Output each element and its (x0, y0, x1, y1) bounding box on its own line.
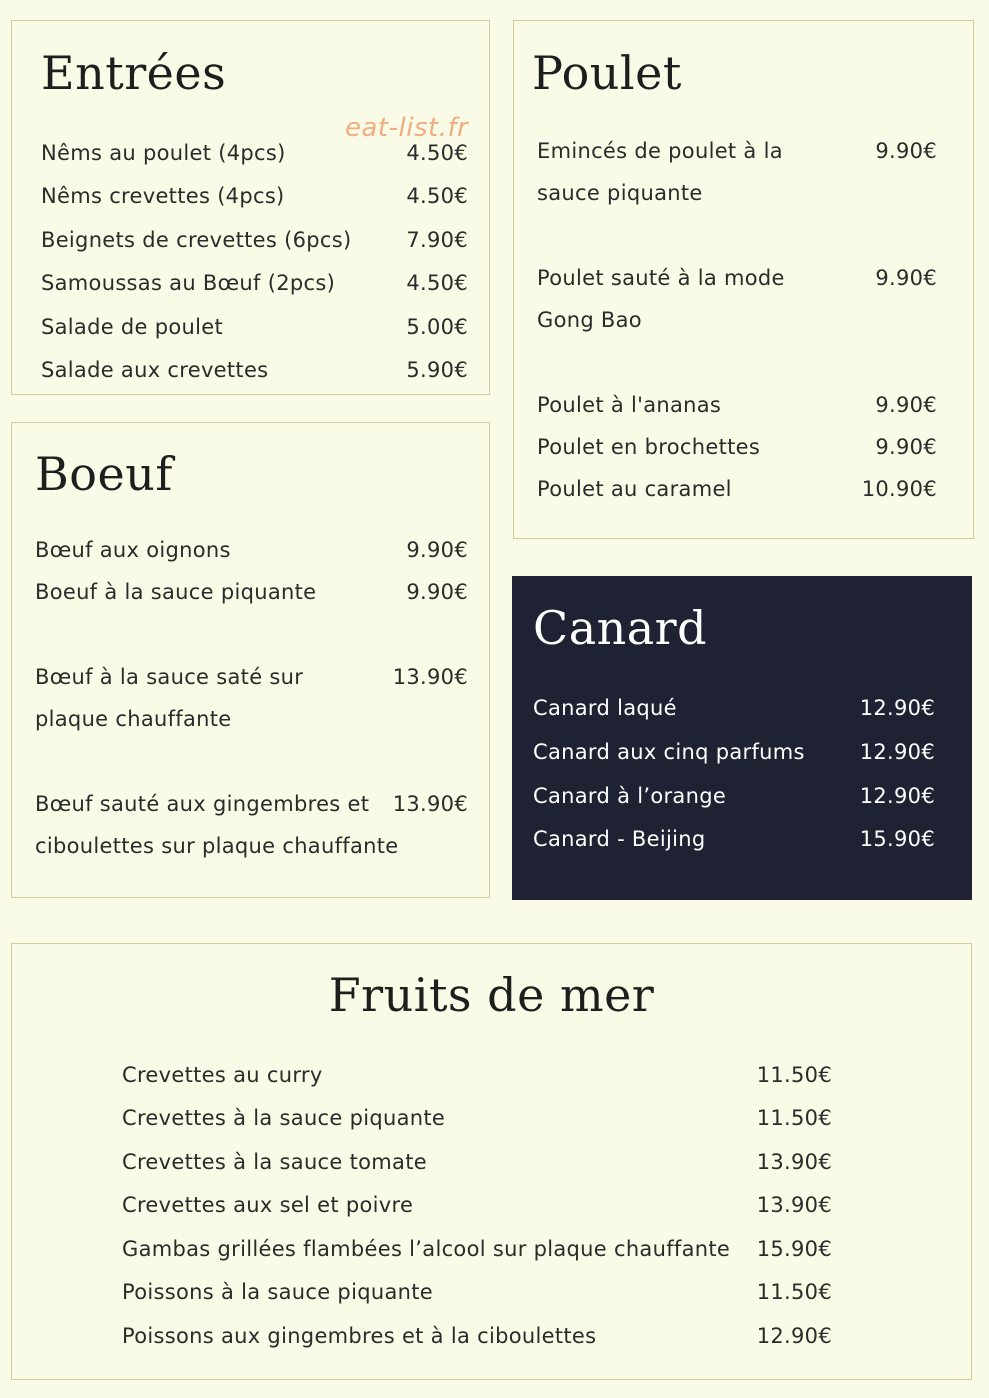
item-price: 13.90€ (756, 1150, 832, 1174)
watermark-logo: eat-list.fr (345, 113, 469, 143)
item-price: 9.90€ (406, 580, 468, 604)
poulet-section (513, 20, 974, 539)
item-name-line-2: sauce piquante (537, 181, 703, 205)
entrees-title: Entrées (41, 46, 227, 100)
item-price: 11.50€ (756, 1063, 832, 1087)
item-name: Salade de poulet (41, 315, 224, 339)
item-name: Boeuf à la sauce piquante (35, 580, 317, 604)
item-price: 15.90€ (859, 827, 935, 851)
item-name: Canard - Beijing (533, 827, 706, 851)
item-price: 9.90€ (875, 139, 937, 163)
item-price: 9.90€ (875, 435, 937, 459)
item-name-line-2: ciboulettes sur plaque chauffante (35, 834, 399, 858)
item-price: 9.90€ (406, 538, 468, 562)
item-price: 13.90€ (756, 1193, 832, 1217)
item-name: Poissons à la sauce piquante (122, 1280, 433, 1304)
canard-title: Canard (533, 601, 708, 655)
canard-section (512, 576, 972, 900)
fruits-de-mer-section (11, 943, 972, 1380)
poulet-title: Poulet (532, 46, 682, 100)
item-price: 12.90€ (859, 784, 935, 808)
item-price: 4.50€ (406, 184, 468, 208)
item-name: Nêms au poulet (4pcs) (41, 141, 286, 165)
item-name: Crevettes aux sel et poivre (122, 1193, 414, 1217)
entrees-section (11, 20, 490, 395)
item-name: Emincés de poulet à la (537, 139, 783, 163)
item-price: 4.50€ (406, 141, 468, 165)
item-price: 10.90€ (861, 477, 937, 501)
item-name: Poissons aux gingembres et à la ciboulettes (122, 1324, 597, 1348)
item-price: 11.50€ (756, 1106, 832, 1130)
item-price: 12.90€ (859, 740, 935, 764)
item-price: 5.90€ (406, 358, 468, 382)
item-price: 4.50€ (406, 271, 468, 295)
item-price: 15.90€ (756, 1237, 832, 1261)
item-name: Poulet à l'ananas (537, 393, 722, 417)
item-name: Canard laqué (533, 696, 677, 720)
item-price: 12.90€ (756, 1324, 832, 1348)
item-name: Canard à l’orange (533, 784, 727, 808)
item-price: 9.90€ (875, 393, 937, 417)
item-name: Salade aux crevettes (41, 358, 269, 382)
item-name: Nêms crevettes (4pcs) (41, 184, 285, 208)
item-name-line-2: plaque chauffante (35, 707, 232, 731)
item-name: Poulet sauté à la mode (537, 266, 785, 290)
item-price: 12.90€ (859, 696, 935, 720)
item-name: Crevettes à la sauce piquante (122, 1106, 446, 1130)
item-name-line-2: Gong Bao (537, 308, 642, 332)
item-price: 5.00€ (406, 315, 468, 339)
item-name: Bœuf à la sauce saté sur (35, 665, 304, 689)
item-name: Poulet en brochettes (537, 435, 761, 459)
item-name: Crevettes au curry (122, 1063, 323, 1087)
item-name: Bœuf aux oignons (35, 538, 231, 562)
item-name: Gambas grillées flambées l’alcool sur plaque chauffante (122, 1237, 731, 1261)
item-price: 7.90€ (406, 228, 468, 252)
item-price: 11.50€ (756, 1280, 832, 1304)
boeuf-section (11, 422, 490, 898)
item-price: 13.90€ (392, 792, 468, 816)
item-name: Poulet au caramel (537, 477, 732, 501)
boeuf-title: Boeuf (35, 447, 173, 501)
item-name: Canard aux cinq parfums (533, 740, 805, 764)
item-price: 13.90€ (392, 665, 468, 689)
item-name: Beignets de crevettes (6pcs) (41, 228, 352, 252)
item-price: 9.90€ (875, 266, 937, 290)
fruits-de-mer-title: Fruits de mer (328, 968, 655, 1022)
item-name: Crevettes à la sauce tomate (122, 1150, 427, 1174)
item-name: Bœuf sauté aux gingembres et (35, 792, 370, 816)
item-name: Samoussas au Bœuf (2pcs) (41, 271, 336, 295)
